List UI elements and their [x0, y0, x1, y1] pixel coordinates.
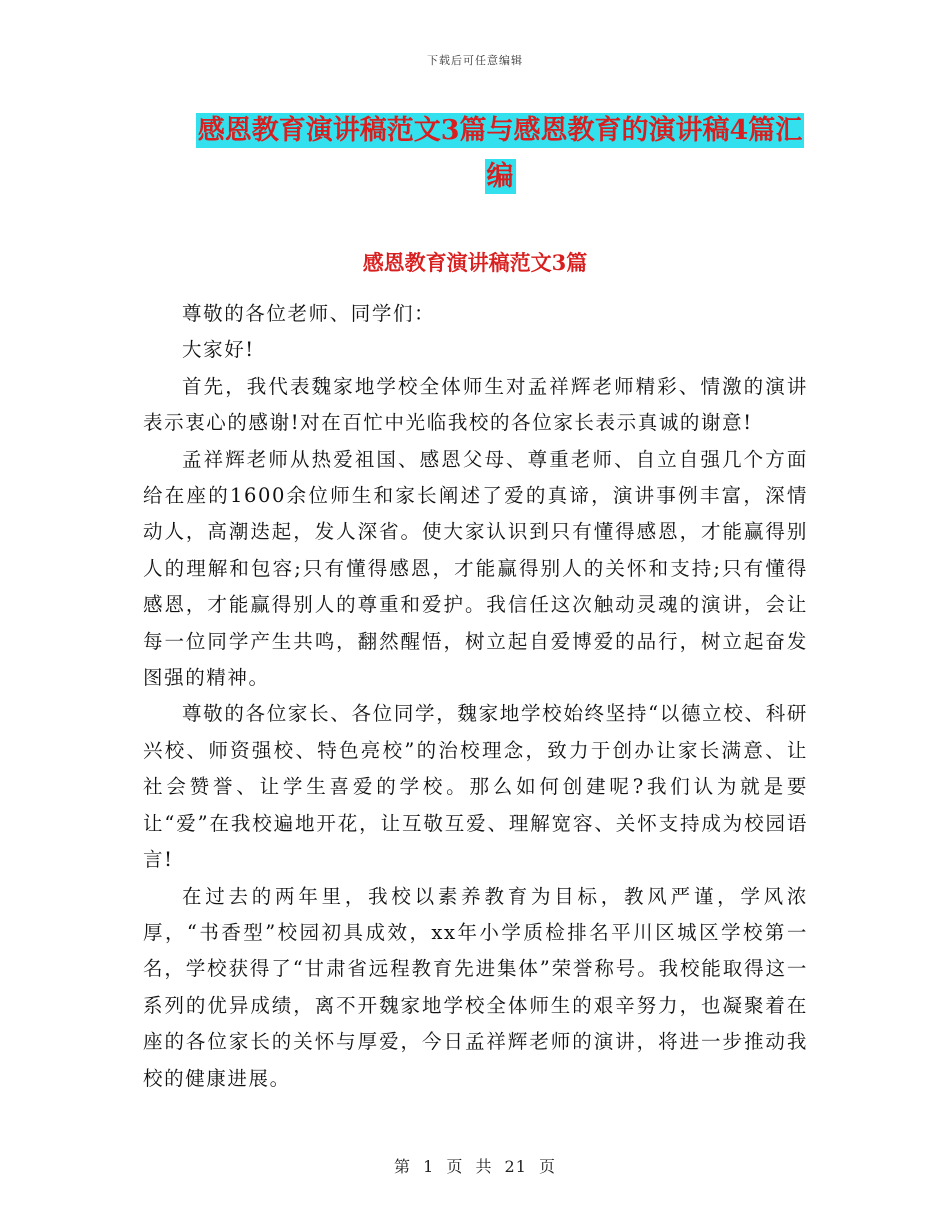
- paragraph: 尊敬的各位家长、各位同学，魏家地学校始终坚持“以德立校、科研兴校、师资强校、特色亮校”的治校理念，致力于创办让家长满意、让社会赞誉、让学生喜爱的学校。那么如何创建呢?我们认为就是要让“爱”在我校遍地开花，让互敬互爱、理解宽容、关怀支持成为校园语言!: [143, 702, 808, 872]
- document-title-text: 感恩教育演讲稿范文3篇与感恩教育的演讲稿4篇汇编: [197, 115, 803, 192]
- paragraph-greeting: 尊敬的各位老师、同学们：: [182, 302, 436, 325]
- page-header-note: 下载后可任意编辑: [427, 54, 523, 67]
- paragraph: 在过去的两年里，我校以素养教育为目标，教风严谨，学风浓厚，“书香型”校园初具成效，xx年小学质检排名平川区城区学校第一名，学校获得了“甘肃省远程教育先进集体”荣誉称号。我校能取得这一系列的优异成绩，离不开魏家地学校全体师生的艰辛努力，也凝聚着在座的各位家长的关怀与厚爱，今日孟祥辉老师的演讲，将进一步推动我校的健康进展。: [143, 884, 808, 1090]
- paragraph: 首先，我代表魏家地学校全体师生对孟祥辉老师精彩、情激的演讲表示衷心的感谢!对在百忙中光临我校的各位家长表示真诚的谢意!: [143, 374, 808, 435]
- paragraph: 孟祥辉老师从热爱祖国、感恩父母、尊重老师、自立自强几个方面给在座的1600余位师生和家长阐述了爱的真谛，演讲事例丰富，深情动人，高潮迭起，发人深省。使大家认识到只有懂得感恩，才能赢得别人的理解和包容;只有懂得感恩，才能赢得别人的关怀和支持;只有懂得感恩，才能赢得别人的尊重和爱护。我信任这次触动灵魂的演讲，会让每一位同学产生共鸣，翻然醒悟，树立起自爱博爱的品行，树立起奋发图强的精神。: [143, 447, 808, 690]
- document-body: [143, 296, 808, 1097]
- section-title: 感恩教育演讲稿范文3篇: [362, 250, 588, 275]
- page-number: 第 1 页 共 21 页: [394, 1157, 556, 1176]
- document-title: [190, 108, 810, 200]
- paragraph-hello: 大家好!: [182, 338, 255, 362]
